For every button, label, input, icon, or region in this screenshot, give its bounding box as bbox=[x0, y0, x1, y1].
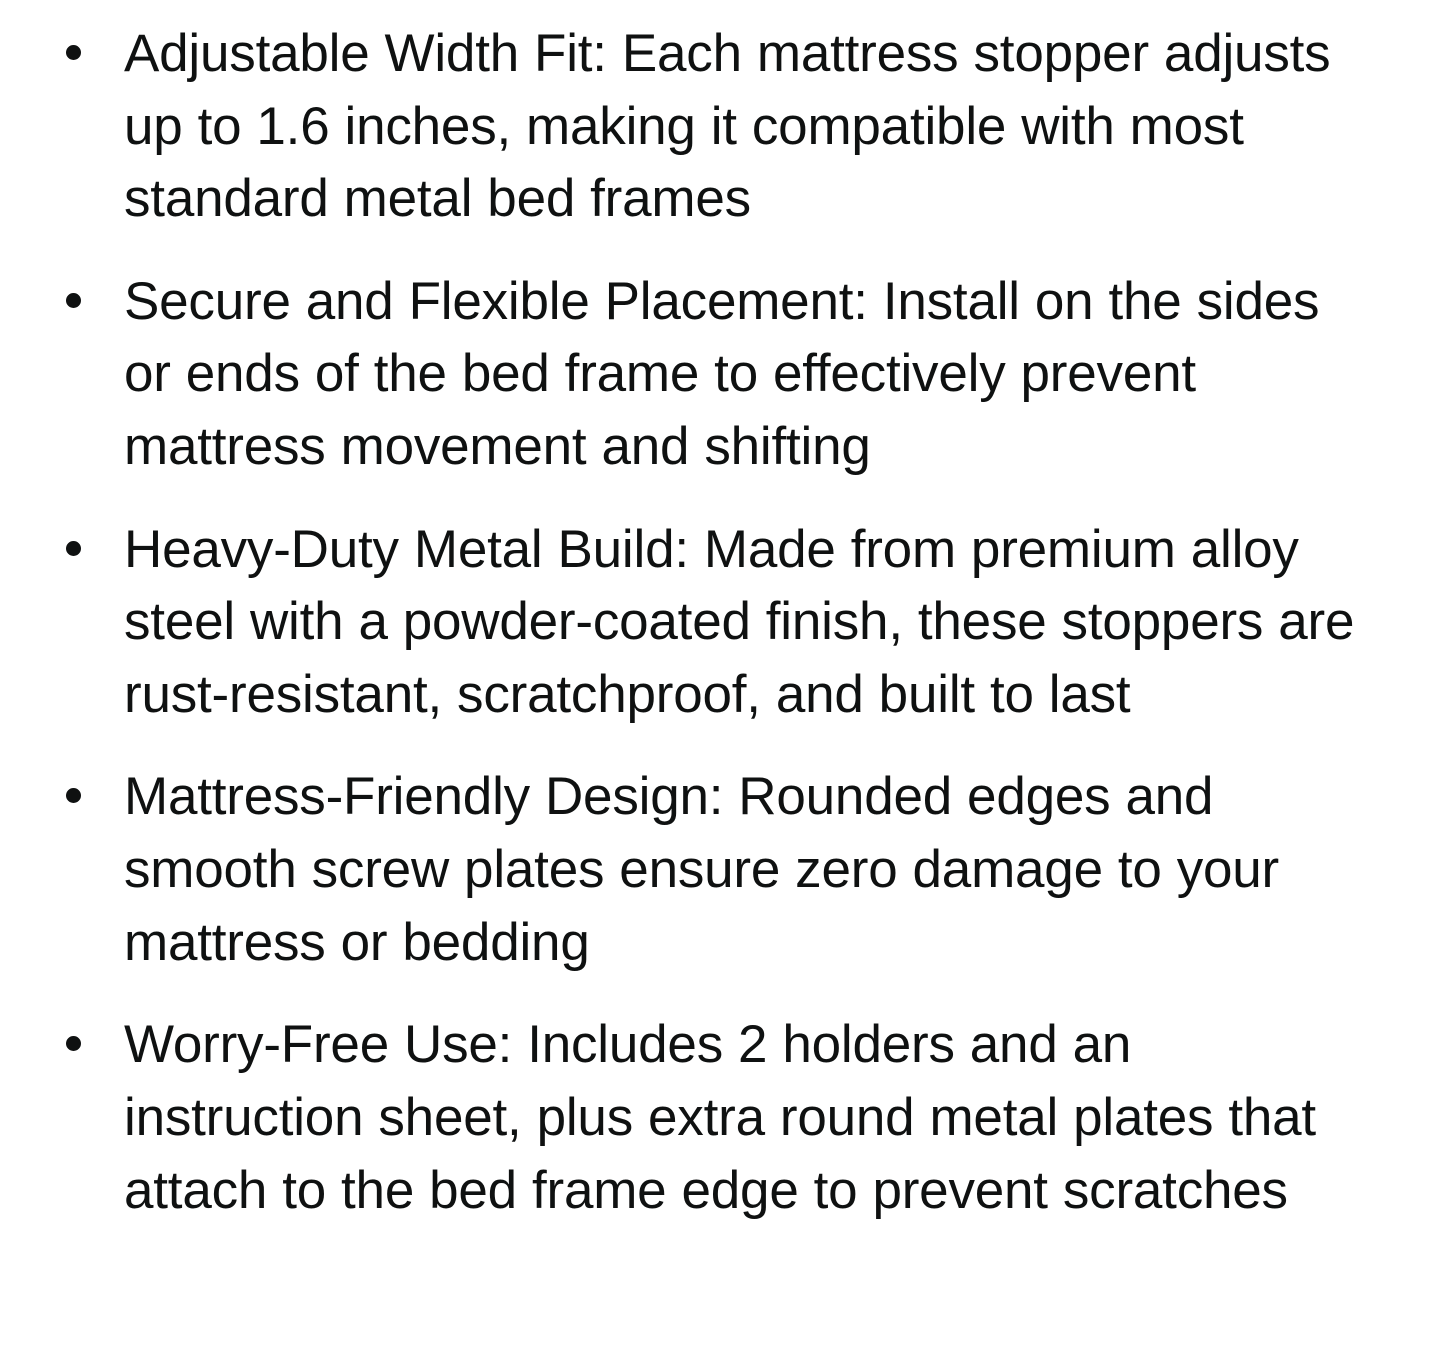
list-item-text: Adjustable Width Fit: Each mattress stopper adjusts up to 1.6 inches, making it compatible with most standard metal bed frames bbox=[124, 24, 1331, 229]
product-feature-list bbox=[52, 18, 1380, 1227]
list-item bbox=[52, 1009, 1380, 1227]
list-item bbox=[52, 266, 1380, 484]
list-item-text: Mattress-Friendly Design: Rounded edges and smooth screw plates ensure zero damage to your mattress or bedding bbox=[124, 767, 1279, 972]
bullet-point-icon bbox=[66, 788, 81, 803]
bullet-point-icon bbox=[66, 45, 81, 60]
bullet-point-icon bbox=[66, 1036, 81, 1051]
list-item-text: Worry-Free Use: Includes 2 holders and an instruction sheet, plus extra round metal plates that attach to the bed frame edge to prevent scratches bbox=[124, 1015, 1316, 1220]
bullet-point-icon bbox=[66, 293, 81, 308]
list-item bbox=[52, 514, 1380, 732]
list-item-text: Secure and Flexible Placement: Install on the sides or ends of the bed frame to effectively prevent mattress movement and shifting bbox=[124, 271, 1320, 477]
list-item bbox=[52, 18, 1380, 236]
list-item-text: Heavy-Duty Metal Build: Made from premium alloy steel with a powder-coated finish, these stoppers are rust-resistant, scratchproof, and built to last bbox=[124, 519, 1355, 724]
bullet-point-icon bbox=[66, 541, 81, 556]
list-item bbox=[52, 761, 1380, 979]
